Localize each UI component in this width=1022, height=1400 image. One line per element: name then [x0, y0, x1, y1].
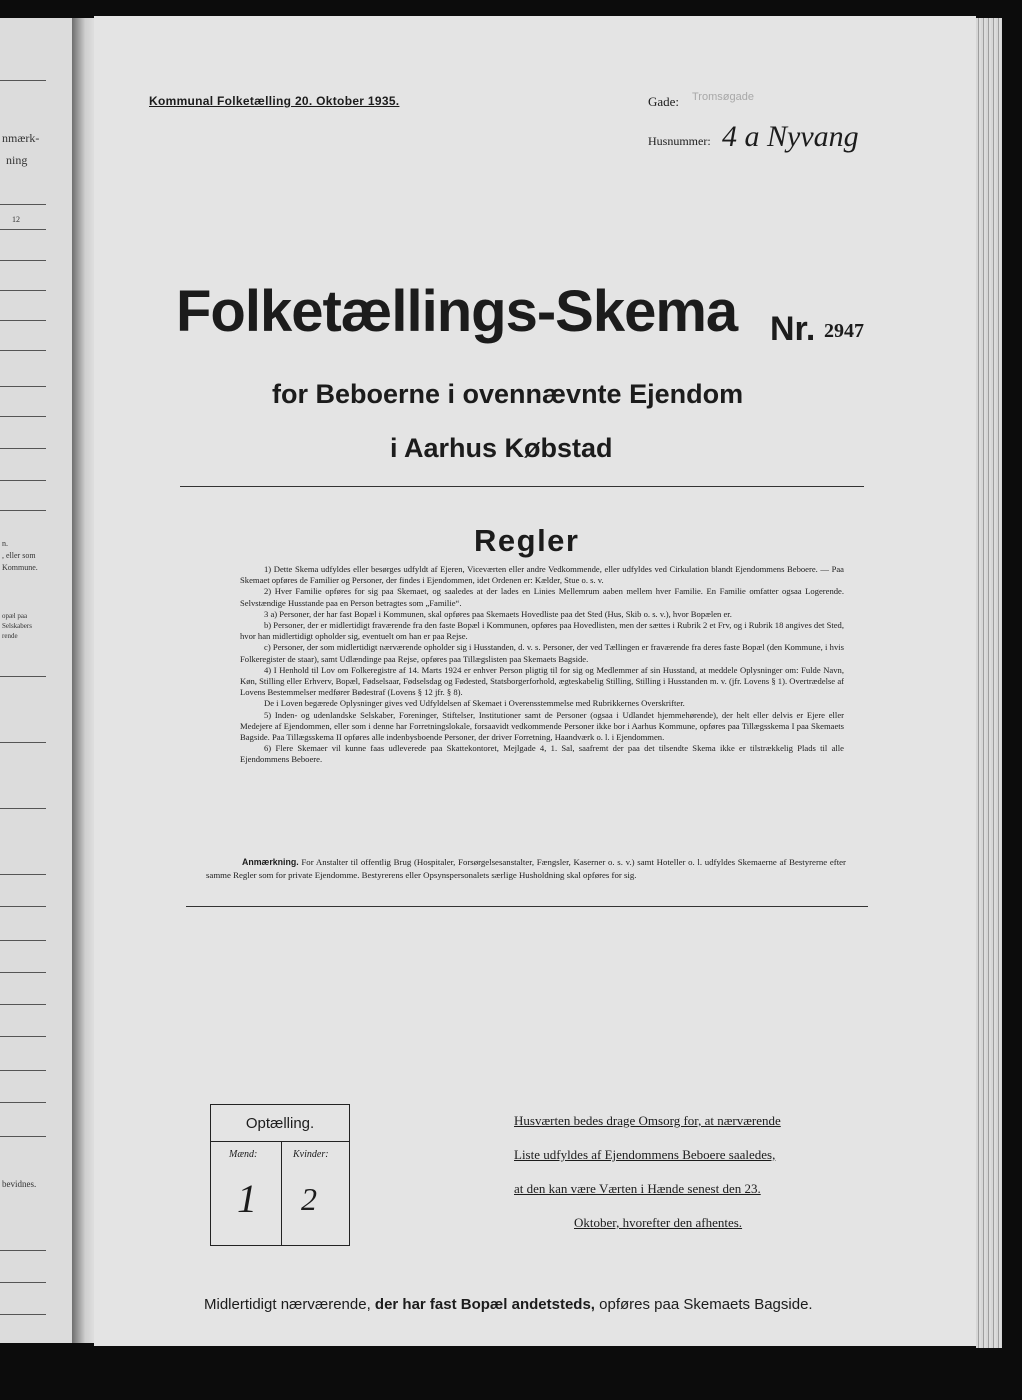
census-form-page	[94, 16, 976, 1346]
rule-paragraph: 1) Dette Skema udfyldes eller besørges udfyldt af Ejeren, Viceværten eller andre Vedkommende, eller udfyldes ved Cirkulation blandt Ejendommens Beboere. — Paa Skemaet opføres de Familier og Personer, der findes i Ejendommen, idet Ordenen er: Kælder, Stue o. s. v.	[240, 564, 844, 586]
left-rule	[0, 416, 46, 417]
left-rule	[0, 320, 46, 321]
left-fragment: opæl paa	[2, 612, 28, 620]
left-rule	[0, 906, 46, 907]
landlord-notice-line: Oktober, hvorefter den afhentes.	[574, 1215, 743, 1230]
left-rule	[0, 742, 46, 743]
left-rule	[0, 1036, 46, 1037]
remark-label: Anmærkning.	[242, 857, 299, 867]
form-title: Folketællings-Skema	[176, 279, 738, 344]
rules-heading: Regler	[474, 523, 580, 558]
rule-paragraph: 5) Inden- og udenlandske Selskaber, Foreninger, Stiftelser, Institutioner samt de Personer (ogsaa i Udlandet hjemmehørende), der helt eller delvis er Ejere eller Medejere af Ejendommen, eller som i denne har Forretningslokale, forsaavidt vedkommende Personer ikke bor i Aarhus Kommune, opføres paa Tillægsskema I paa Skemaets Bagside. Paa Tillægsskema II opføres alle indenbysboende Personer, der driver Forretning, Haandværk o. l. i Ejendommen.	[240, 709, 844, 743]
footer-notice	[204, 1296, 813, 1313]
count-men-label: Mænd:	[229, 1149, 258, 1160]
left-rule	[0, 1282, 46, 1283]
left-fragment: n.	[2, 539, 8, 548]
left-rule	[0, 204, 46, 205]
street-value: Tromsøgade	[692, 91, 754, 103]
left-rule	[0, 874, 46, 875]
left-fragment: bevidnes.	[2, 1179, 37, 1189]
left-fragment: , eller som	[2, 551, 36, 560]
landlord-notice-line: Liste udfyldes af Ejendommens Beboere saaledes,	[514, 1147, 776, 1162]
left-rule	[0, 229, 46, 230]
rule-paragraph: De i Loven begærede Oplysninger gives ved Udfyldelsen af Skemaet i Overensstemmelse med Rubrikkernes Overskrifter.	[264, 698, 685, 709]
footer-text: opføres paa Skemaets Bagside.	[594, 1296, 813, 1313]
rule-paragraph: 2) Hver Familie opføres for sig paa Skemaet, og saaledes at der lades en Linies Mellemrum aaben mellem hver Familie. En Familie omfatter ogsaa Logerende. Selvstændige Husstande paa en Person betragtes som „Familie“.	[240, 586, 844, 608]
left-fragment: rende	[2, 632, 18, 640]
left-fragment: ning	[6, 153, 28, 167]
count-women-label: Kvinder:	[293, 1149, 329, 1160]
left-rule	[0, 676, 46, 677]
form-subtitle: for Beboerne i ovennævnte Ejendom	[272, 379, 744, 409]
rule-paragraph: 3 a) Personer, der har fast Bopæl i Kommunen, skal opføres paa Skemaets Hovedliste paa det Sted (Hus, Skib o. s. v.), hvor Bopælen er.	[264, 608, 732, 619]
count-title: Optælling.	[245, 1115, 315, 1132]
left-page-margin	[0, 18, 73, 1343]
count-box	[210, 1104, 350, 1246]
remark	[206, 856, 846, 881]
divider	[186, 906, 868, 907]
left-fragment: Selskabers	[2, 622, 32, 630]
rules-list	[240, 564, 844, 766]
count-divider	[211, 1141, 349, 1142]
rule-paragraph: b) Personer, der er midlertidigt fraværende fra den faste Bopæl i Kommunen, opføres paa Hovedlisten, men der sættes i Rubrik 2 et Frv, og i Rubrik 18 angives det Sted, hvor han midlertidigt opholder sig, eventuelt om han er paa Rejse.	[240, 620, 845, 642]
left-rule	[0, 972, 46, 973]
footer-text: Midlertidigt nærværende,	[204, 1296, 375, 1313]
landlord-notice	[514, 1104, 844, 1240]
left-fragment: Kommune.	[2, 563, 38, 572]
house-number-label: Husnummer:	[648, 134, 711, 148]
landlord-notice-line: Husværten bedes drage Omsorg for, at nærværende	[514, 1113, 781, 1128]
census-header: Kommunal Folketælling 20. Oktober 1935.	[149, 94, 400, 108]
form-number-label: Nr.	[770, 310, 816, 348]
left-rule	[0, 260, 46, 261]
rule-paragraph: 6) Flere Skemaer vil kunne faas udleverede paa Skattekontoret, Mejlgade 4, 1. Sal, saafremt der paa det tilsendte Skema ikke er tilstrækkelig Plads til alle Ejendommens Beboere.	[240, 743, 844, 765]
left-rule	[0, 808, 46, 809]
count-women-value: 2	[301, 1181, 317, 1217]
book-spine	[72, 18, 94, 1343]
left-fragment: nmærk-	[2, 131, 40, 145]
left-rule	[0, 1314, 46, 1315]
left-rule	[0, 510, 46, 511]
count-men-value: 1	[237, 1176, 257, 1221]
form-subtitle-city: i Aarhus Købstad	[390, 433, 613, 463]
left-rule	[0, 940, 46, 941]
landlord-notice-line: at den kan være Værten i Hænde senest den 23.	[514, 1181, 761, 1196]
page-stack-edge	[976, 18, 1002, 1348]
footer-emphasis: der har fast Bopæl andetsteds,	[374, 1296, 595, 1313]
left-rule	[0, 350, 46, 351]
divider	[180, 486, 864, 487]
house-number-value: 4 a Nyvang	[722, 120, 859, 153]
left-rule	[0, 1004, 46, 1005]
left-rule	[0, 386, 46, 387]
left-rule	[0, 480, 46, 481]
form-number-value: 2947	[824, 320, 864, 342]
left-rule	[0, 290, 46, 291]
left-rule	[0, 1102, 46, 1103]
left-rule	[0, 1136, 46, 1137]
left-rule	[0, 1250, 46, 1251]
rule-paragraph: c) Personer, der som midlertidigt nærværende opholder sig i Husstanden, d. v. s. Personer, der ved Tællingen er fraværende fra deres faste Bopæl (den Kommune, i hvis Folkeregister de staar), samt Udlændinge paa Rejse, opføres paa Tillægslisten paa Skemaets Bagside.	[240, 642, 844, 664]
left-rule	[0, 448, 46, 449]
left-fragment: 12	[12, 215, 20, 224]
remark-text: For Anstalter til offentlig Brug (Hospitaler, Forsørgelsesanstalter, Fængsler, Kaserner o. s. v.) samt Hoteller o. l. udfyldes Skemaerne af Bestyrerne efter samme Regler som for private Ejendomme. Bestyrerens eller Opsynspersonalets særlige Husholdning skal opføres for sig.	[206, 857, 846, 880]
street-label: Gade:	[648, 94, 680, 109]
rule-paragraph: 4) I Henhold til Lov om Folkeregistre af 14. Marts 1924 er enhver Person pligtig til for sig og Medlemmer af sin Husstand, at meddele Oplysninger om: Fulde Navn, Køn, Stilling eller Erhverv, Bopæl, Fødselsaar, Fødselsdag og Fødested, Statsborgerforhold, ægteskabelig Stilling, Stilling i Husstanden m. v. (jfr. Lovens § 1). Overtrædelse af Lovens Bestemmelser medfører Bødestraf (Lovens § 12 jfr. § 8).	[240, 664, 844, 698]
left-rule	[0, 1070, 46, 1071]
left-rule	[0, 80, 46, 81]
count-divider	[281, 1141, 282, 1245]
